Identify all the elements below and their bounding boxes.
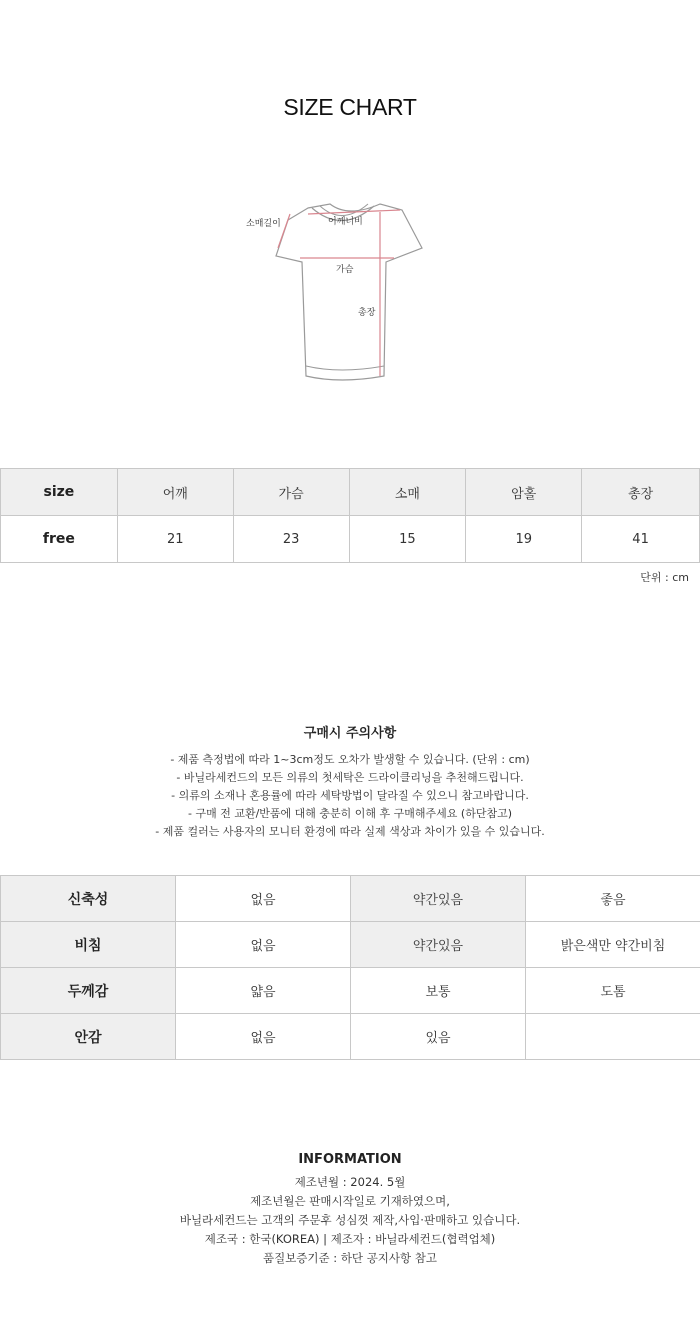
property-option: 없음: [176, 876, 351, 922]
info-line: 제조국 : 한국(KOREA) | 제조자 : 바닐라세컨드(협력업체): [204, 1232, 496, 1246]
property-name: 두께감: [1, 968, 176, 1014]
property-name: 신축성: [1, 876, 176, 922]
tshirt-outline-icon: [240, 200, 440, 390]
size-header-cell: size: [1, 469, 118, 516]
information-section: [0, 1152, 700, 1268]
notice-line: - 제품 컬러는 사용자의 모니터 환경에 따라 실제 색상과 차이가 있을 수 있습니다.: [155, 825, 545, 838]
fabric-properties-table: [0, 875, 700, 1060]
info-line: 제조년월은 판매시작일로 기재하였으며,: [250, 1194, 450, 1208]
size-cell: 21: [117, 516, 233, 563]
garment-diagram: [240, 200, 440, 390]
hem-outline: [306, 366, 384, 370]
table-row: [1, 516, 700, 563]
size-cell: 15: [349, 516, 466, 563]
notice-line: - 구매 전 교환/반품에 대해 충분히 이해 후 구매해주세요 (하단참고): [187, 807, 512, 820]
info-line: 제조년월 : 2024. 5월: [294, 1175, 406, 1189]
property-name: 비침: [1, 922, 176, 968]
info-line: 품질보증기준 : 하단 공지사항 참고: [262, 1251, 438, 1265]
property-option: 도톰: [526, 968, 700, 1014]
size-header-cell: 가슴: [233, 469, 349, 516]
property-option: 있음: [351, 1014, 526, 1060]
unit-label: 단위 : cm: [640, 571, 689, 584]
info-line: 바닐라세컨드는 고객의 주문후 성심껏 제작,사입·판매하고 있습니다.: [179, 1213, 521, 1227]
size-header-cell: 암홀: [466, 469, 582, 516]
size-header-cell: 총장: [582, 469, 700, 516]
purchase-notice: [0, 722, 700, 841]
info-title: INFORMATION: [298, 1152, 402, 1167]
property-option: 없음: [176, 1014, 351, 1060]
notice-line: - 의류의 소재나 혼용률에 따라 세탁방법이 달라질 수 있으니 참고바랍니다.: [171, 789, 529, 802]
size-header-cell: 소매: [349, 469, 466, 516]
property-name: 안감: [1, 1014, 176, 1060]
shoulder-label: 어깨너비: [328, 217, 363, 227]
size-table: [0, 468, 700, 563]
property-option-selected: 약간있음: [351, 876, 526, 922]
size-cell: 41: [582, 516, 700, 563]
property-option: 밝은색만 약간비침: [526, 922, 700, 968]
size-cell: free: [1, 516, 118, 563]
table-row: [1, 968, 700, 1014]
size-cell: 19: [466, 516, 582, 563]
page-title: SIZE CHART: [283, 94, 417, 120]
size-cell: 23: [233, 516, 349, 563]
size-table-header: [1, 469, 700, 516]
property-option: 좋음: [526, 876, 700, 922]
chest-label: 가슴: [336, 265, 354, 275]
property-option-selected: 약간있음: [351, 922, 526, 968]
notice-title: 구매시 주의사항: [303, 726, 397, 741]
property-option: 없음: [176, 922, 351, 968]
property-option: [526, 1014, 700, 1060]
table-row: [1, 922, 700, 968]
sleeve-label: 소매길이: [246, 219, 281, 229]
length-label: 총장: [358, 308, 376, 318]
size-header-cell: 어깨: [117, 469, 233, 516]
table-row: [1, 1014, 700, 1060]
table-row: [1, 876, 700, 922]
notice-line: - 바닐라세컨드의 모든 의류의 첫세탁은 드라이클리닝을 추천해드립니다.: [176, 771, 524, 784]
property-option: 보통: [351, 968, 526, 1014]
property-option: 얇음: [176, 968, 351, 1014]
notice-line: - 제품 측정법에 따라 1~3cm정도 오차가 발생할 수 있습니다. (단위 : cm): [170, 753, 530, 766]
shirt-body-outline: [276, 204, 422, 380]
